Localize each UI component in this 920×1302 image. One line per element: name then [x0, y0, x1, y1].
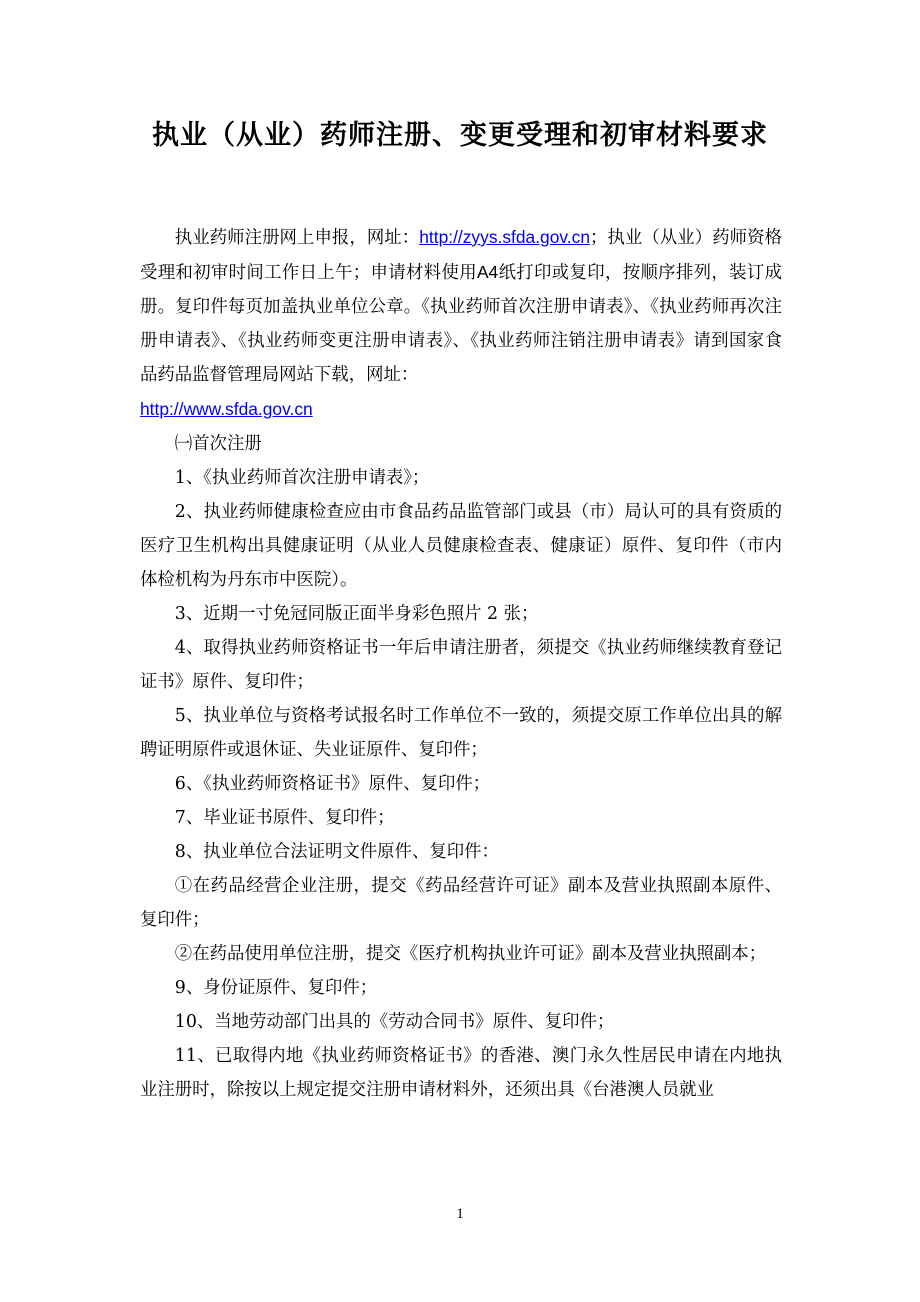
- list-item: 10、当地劳动部门出具的《劳动合同书》原件、复印件；: [174, 1012, 615, 1032]
- intro-paragraph: [140, 220, 782, 392]
- list-item: 1、《执业药师首次注册申请表》；: [174, 468, 430, 488]
- sfda-url-paragraph: [140, 392, 782, 427]
- intro-text-3: 纸打印或复印，按顺序排列，装订成册。复印件每页加盖执业单位公章。《执业药师首次注册申请表》、《执业药师再次注册申请表》、《执业药师变更注册申请表》、《执业药师注销注册申请表》请到国家食品药品监督管理局网站下载，网址：: [140, 263, 782, 385]
- list-item: 2、执业药师健康检查应由市食品药品监管部门或县（市）局认可的具有资质的医疗卫生机构出具健康证明（从业人员健康检查表、健康证）原件、复印件（市内体检机构为丹东市中医院）。: [140, 502, 782, 590]
- list-subitem: ②在药品使用单位注册，提交《医疗机构执业许可证》副本及营业执照副本；: [174, 944, 767, 964]
- sfda-url-link[interactable]: http://www.sfda.gov.cn: [140, 399, 313, 419]
- list-item: 11、已取得内地《执业药师资格证书》的香港、澳门永久性居民申请在内地执业注册时，除按以上规定提交注册申请材料外，还须出具《台港澳人员就业: [140, 1046, 782, 1100]
- document-body: [140, 220, 782, 1107]
- list-item: 3、近期一寸免冠同版正面半身彩色照片 2 张；: [174, 604, 539, 624]
- list-item: 6、《执业药师资格证书》原件、复印件；: [174, 774, 491, 794]
- list-subitem: ①在药品经营企业注册，提交《药品经营许可证》副本及营业执照副本原件、复印件；: [140, 876, 782, 930]
- list-item: 8、执业单位合法证明文件原件、复印件：: [174, 842, 499, 862]
- page-number: 1: [456, 1206, 464, 1222]
- list-item: 9、身份证原件、复印件；: [174, 978, 378, 998]
- document-title: 执业（从业）药师注册、变更受理和初审材料要求: [152, 120, 768, 151]
- section-heading: ㈠首次注册: [174, 434, 262, 454]
- intro-text-2: ；执业（从业）药师资格受理和初审时间工作日上午；申请材料使用: [140, 228, 782, 283]
- intro-a4-text: A4: [476, 262, 499, 282]
- list-item: 4、取得执业药师资格证书一年后申请注册者，须提交《执业药师继续教育登记证书》原件、复印件；: [140, 638, 782, 692]
- intro-text-1: 执业药师注册网上申报，网址：: [174, 228, 420, 248]
- list-item: 5、执业单位与资格考试报名时工作单位不一致的，须提交原工作单位出具的解聘证明原件或退休证、失业证原件、复印件；: [140, 706, 782, 760]
- registration-url-link[interactable]: http://zyys.sfda.gov.cn: [419, 227, 590, 247]
- list-item: 7、毕业证书原件、复印件；: [174, 808, 395, 828]
